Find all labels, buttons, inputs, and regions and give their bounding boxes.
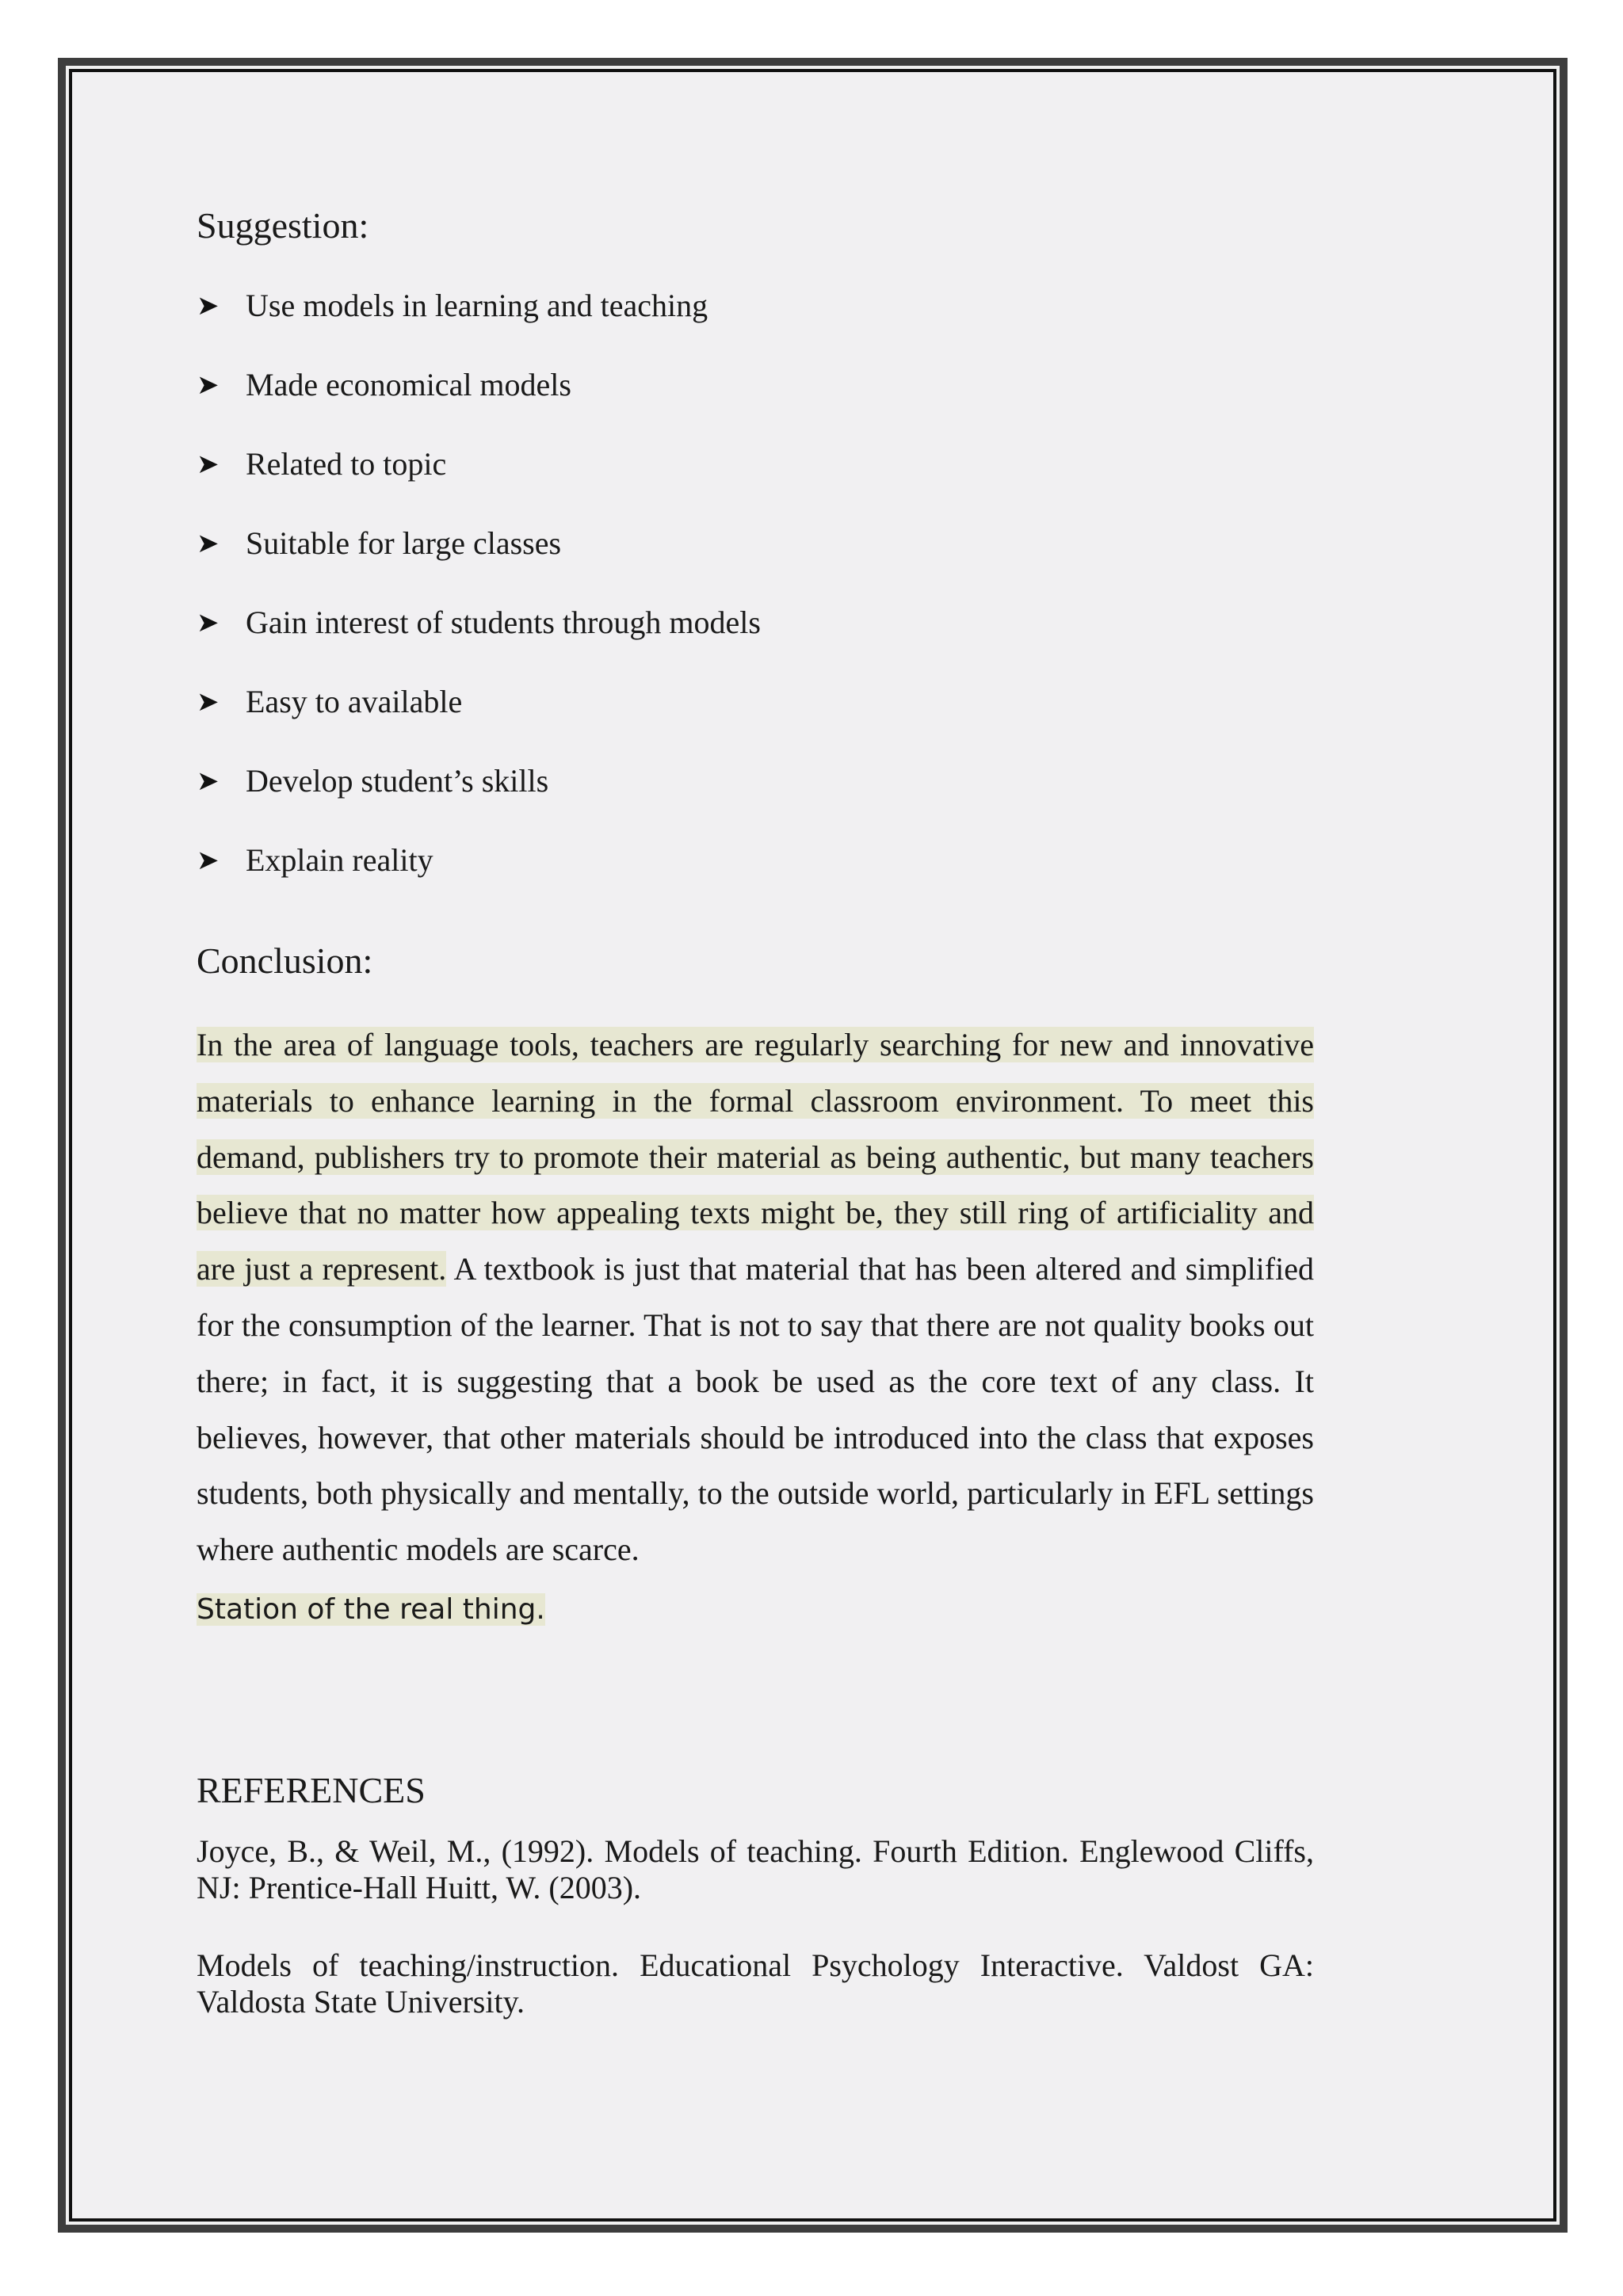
arrowhead-bullet-icon: ➤ [197,448,220,480]
reference-entry: Joyce, B., & Weil, M., (1992). Models of teaching. Fourth Edition. Englewood Cliffs, NJ: Prentice-Hall Huitt, W. (2003). [197,1833,1314,1905]
references-heading: REFERENCES [197,1770,426,1810]
arrowhead-bullet-icon: ➤ [197,765,220,797]
highlighted-note: Station of the real thing. [197,1593,545,1626]
list-item-text: Suitable for large classes [246,525,562,561]
list-item-text: Easy to available [246,684,463,719]
list-item-text: Develop student’s skills [246,763,549,799]
suggestion-heading: Suggestion: [197,205,369,246]
station-note [197,1591,545,1629]
arrowhead-bullet-icon: ➤ [197,686,220,718]
arrowhead-bullet-icon: ➤ [197,528,220,559]
highlighted-text: In the area of language tools, teachers are regularly searching for new and innovative materials to enhance learning in the formal classroom environment. To meet this demand, publishers try to promote their material as being authentic, but many teachers believe that no matter how appealing texts might be, they still ring of artificiality and are just a represent. [197,1027,1314,1287]
list-item [197,365,761,444]
list-item [197,524,761,603]
list-item [197,841,761,920]
list-item [197,603,761,682]
list-item-text: Related to topic [246,446,447,482]
conclusion-paragraph [197,1017,1314,1578]
list-item [197,444,761,524]
list-item-text: Use models in learning and teaching [246,288,708,323]
paragraph-text: A textbook is just that material that has been altered and simplified for the consumption of the learner. That is not to say that there are not quality books out there; in fact, it is suggesting that a book be used as the core text of any class. It believes, however, that other materials should be introduced into the class that exposes students, both physically and mentally, to the outside world, particularly in EFL settings where authentic models are scarce. [197,1251,1314,1568]
arrowhead-bullet-icon: ➤ [197,290,220,322]
conclusion-heading: Conclusion: [197,940,373,981]
list-item-text: Gain interest of students through models [246,605,761,640]
list-item-text: Made economical models [246,367,571,402]
arrowhead-bullet-icon: ➤ [197,369,220,401]
suggestion-list [197,286,761,920]
list-item [197,286,761,365]
list-item-text: Explain reality [246,842,433,878]
list-item [197,761,761,841]
arrowhead-bullet-icon: ➤ [197,607,220,639]
reference-entry: Models of teaching/instruction. Educational Psychology Interactive. Valdost GA: Valdosta State University. [197,1947,1314,2019]
list-item [197,682,761,761]
arrowhead-bullet-icon: ➤ [197,845,220,876]
